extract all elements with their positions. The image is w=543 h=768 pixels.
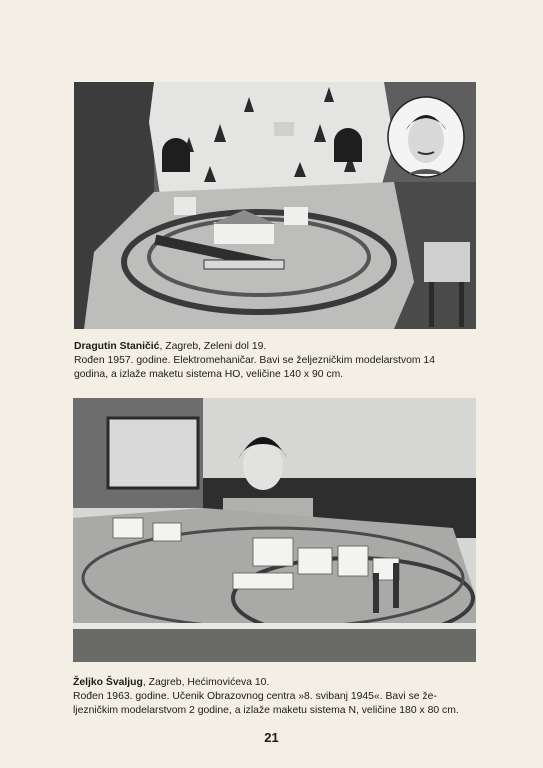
layout-photo-n-image: [73, 398, 476, 662]
caption-entry-2-line2: Rođen 1963. godine. Učenik Obrazovnog centra »8. svibanj 1945«. Bavi se že-: [73, 691, 437, 702]
caption-entry-2-line3: ljezničkim modelarstvom 2 godine, a izlaže maketu sistema N, veličine 180 x 80 cm.: [73, 705, 459, 716]
person-name: Željko Švaljug: [73, 677, 143, 688]
page-number: 21: [264, 730, 279, 745]
person-name: Dragutin Staničić: [74, 341, 160, 352]
layout-photo-n: [73, 398, 476, 662]
caption-entry-2: [73, 676, 477, 718]
person-address: , Zagreb, Hećimovićeva 10.: [142, 677, 270, 688]
caption-entry-1-line2: Rođen 1957. godine. Elektromehaničar. Bavi se željezničkim modelarstvom 14: [74, 355, 435, 366]
caption-entry-1-line3: godina, a izlaže maketu sistema HO, veličine 140 x 90 cm.: [74, 369, 344, 380]
caption-entry-2-line1: [73, 676, 477, 690]
caption-entry-1: [74, 340, 478, 382]
person-address: , Zagreb, Zeleni dol 19.: [159, 341, 267, 352]
layout-photo-ho-image: [74, 82, 476, 329]
layout-photo-ho: [74, 82, 476, 329]
caption-entry-1-line1: [74, 340, 478, 354]
